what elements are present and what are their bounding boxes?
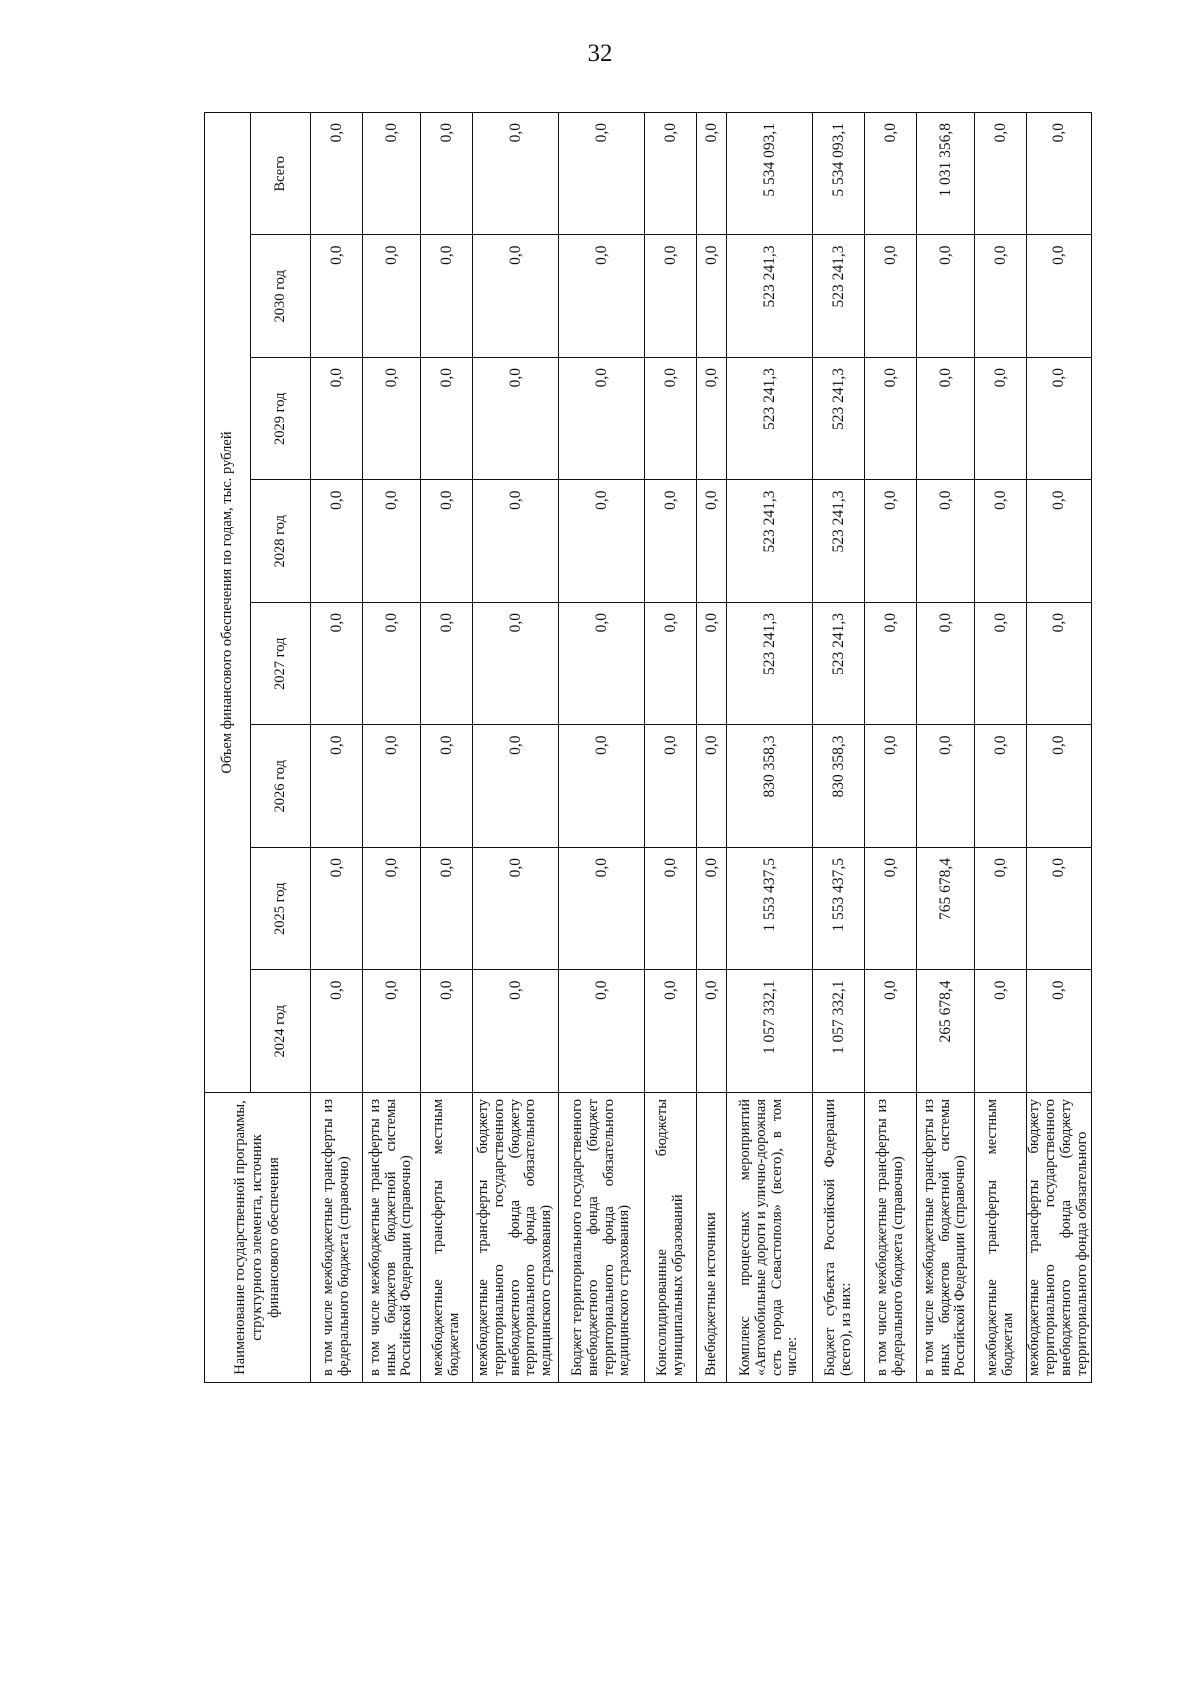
row-label: Комплекс процессных мероприятий «Автомобильные дороги и улично-дорожная сеть города Севастополя» (всего), в том числе: [727, 1093, 813, 1383]
row-value: 0,0 [559, 725, 645, 848]
row-label: в том числе межбюджетные трансферты из федерального бюджета (справочно) [311, 1093, 363, 1383]
header-year: 2025 год [251, 848, 311, 971]
row-value: 0,0 [697, 970, 727, 1093]
row-value: 0,0 [473, 480, 559, 603]
row-label: межбюджетные трансферты местным бюджетам [975, 1093, 1027, 1383]
header-total: Всего [251, 112, 311, 235]
row-value: 0,0 [1027, 970, 1092, 1093]
row-value: 1 057 332,1 [727, 970, 813, 1093]
row-value: 0,0 [917, 358, 975, 481]
row-value: 265 678,4 [917, 970, 975, 1093]
row-value: 0,0 [917, 603, 975, 726]
header-year: 2024 год [251, 970, 311, 1093]
row-value: 523 241,3 [727, 235, 813, 358]
row-value: 0,0 [645, 112, 697, 235]
table-row [645, 112, 697, 1382]
header-year: 2029 год [251, 358, 311, 481]
row-value: 0,0 [1027, 603, 1092, 726]
row-label: Бюджет субъекта Российской Федерации (всего), из них: [813, 1093, 865, 1383]
row-label: в том числе межбюджетные трансферты из иных бюджетов бюджетной системы Российской Федерации (справочно) [917, 1093, 975, 1383]
table-row [421, 112, 473, 1382]
rotated-table-wrapper [204, 113, 1090, 1383]
row-value: 0,0 [421, 848, 473, 971]
row-value: 0,0 [421, 358, 473, 481]
row-label: Бюджет территориального государственного внебюджетного фонда (бюджет территориального фонда обязательного медицинского страхования) [559, 1093, 645, 1383]
row-label: в том числе межбюджетные трансферты из федерального бюджета (справочно) [865, 1093, 917, 1383]
row-value: 0,0 [559, 358, 645, 481]
table-row [865, 112, 917, 1382]
row-value: 523 241,3 [727, 358, 813, 481]
row-value: 0,0 [473, 970, 559, 1093]
row-value: 0,0 [697, 848, 727, 971]
row-value: 0,0 [865, 848, 917, 971]
row-value: 0,0 [975, 970, 1027, 1093]
row-value: 0,0 [421, 235, 473, 358]
row-value: 0,0 [697, 725, 727, 848]
header-name: Наименование государственной программы, структурного элемента, источник финансового обеспечения [205, 1093, 311, 1383]
row-value: 0,0 [421, 112, 473, 235]
row-value: 0,0 [1027, 725, 1092, 848]
row-value: 830 358,3 [813, 725, 865, 848]
row-value: 0,0 [363, 358, 421, 481]
table-row [559, 112, 645, 1382]
header-year: 2030 год [251, 235, 311, 358]
row-value: 0,0 [697, 112, 727, 235]
row-value: 0,0 [865, 725, 917, 848]
table-row [727, 112, 813, 1382]
row-value: 0,0 [865, 112, 917, 235]
row-value: 5 534 093,1 [813, 112, 865, 235]
row-value: 765 678,4 [917, 848, 975, 971]
row-value: 0,0 [473, 848, 559, 971]
row-value: 0,0 [311, 848, 363, 971]
row-value: 0,0 [917, 725, 975, 848]
row-value: 0,0 [311, 725, 363, 848]
financing-table [204, 112, 1092, 1383]
row-value: 0,0 [311, 358, 363, 481]
row-label: в том числе межбюджетные трансферты из иных бюджетов бюджетной системы Российской Федерации (справочно) [363, 1093, 421, 1383]
row-value: 5 534 093,1 [727, 112, 813, 235]
row-value: 0,0 [559, 235, 645, 358]
row-label: Консолидированные бюджеты муниципальных образований [645, 1093, 697, 1383]
row-value: 0,0 [975, 480, 1027, 603]
row-value: 0,0 [645, 970, 697, 1093]
row-value: 0,0 [645, 848, 697, 971]
table-row [697, 112, 727, 1382]
header-volume: Объем финансового обеспечения по годам, тыс. рублей [205, 112, 251, 1092]
table-row [917, 112, 975, 1382]
row-label: межбюджетные трансферты бюджету территориального государственного внебюджетного фонда (бюджету территориального фонда обязательного медицинского страхования) [473, 1093, 559, 1383]
row-value: 0,0 [975, 848, 1027, 971]
row-value: 523 241,3 [813, 603, 865, 726]
row-value: 0,0 [975, 725, 1027, 848]
row-label: межбюджетные трансферты местным бюджетам [421, 1093, 473, 1383]
row-value: 0,0 [363, 112, 421, 235]
row-value: 0,0 [865, 358, 917, 481]
row-value: 0,0 [311, 970, 363, 1093]
header-year: 2028 год [251, 480, 311, 603]
row-value: 0,0 [697, 480, 727, 603]
row-value: 0,0 [975, 112, 1027, 235]
row-value: 523 241,3 [727, 480, 813, 603]
row-value: 0,0 [865, 480, 917, 603]
row-value: 0,0 [645, 603, 697, 726]
row-value: 0,0 [1027, 235, 1092, 358]
row-value: 0,0 [975, 358, 1027, 481]
row-value: 0,0 [697, 603, 727, 726]
table-row [1027, 112, 1092, 1382]
row-value: 523 241,3 [813, 480, 865, 603]
row-value: 0,0 [311, 480, 363, 603]
row-value: 830 358,3 [727, 725, 813, 848]
row-value: 0,0 [363, 848, 421, 971]
row-value: 0,0 [363, 480, 421, 603]
row-value: 0,0 [865, 603, 917, 726]
row-value: 0,0 [473, 725, 559, 848]
header-year: 2027 год [251, 603, 311, 726]
row-value: 0,0 [917, 235, 975, 358]
row-value: 0,0 [645, 725, 697, 848]
header-year: 2026 год [251, 725, 311, 848]
row-label: Внебюджетные источники [697, 1093, 727, 1383]
row-value: 1 057 332,1 [813, 970, 865, 1093]
row-value: 0,0 [473, 603, 559, 726]
row-value: 0,0 [697, 235, 727, 358]
row-value: 0,0 [421, 725, 473, 848]
row-value: 0,0 [473, 235, 559, 358]
table-body [311, 112, 1092, 1382]
row-value: 0,0 [559, 112, 645, 235]
row-value: 0,0 [473, 112, 559, 235]
table-row [473, 112, 559, 1382]
row-value: 0,0 [421, 970, 473, 1093]
row-value: 0,0 [645, 235, 697, 358]
row-value: 0,0 [645, 480, 697, 603]
row-value: 0,0 [363, 235, 421, 358]
row-label: межбюджетные трансферты бюджету территориального государственного внебюджетного фонда (бюджету территориального фонда обязательного [1027, 1093, 1092, 1383]
row-value: 0,0 [975, 235, 1027, 358]
row-value: 0,0 [559, 603, 645, 726]
row-value: 0,0 [1027, 480, 1092, 603]
row-value: 0,0 [421, 480, 473, 603]
row-value: 0,0 [421, 603, 473, 726]
row-value: 0,0 [1027, 848, 1092, 971]
row-value: 1 553 437,5 [727, 848, 813, 971]
row-value: 0,0 [363, 725, 421, 848]
table-row [363, 112, 421, 1382]
row-value: 0,0 [311, 603, 363, 726]
row-value: 1 031 356,8 [917, 112, 975, 235]
table-row [311, 112, 363, 1382]
row-value: 0,0 [1027, 358, 1092, 481]
row-value: 0,0 [559, 848, 645, 971]
row-value: 0,0 [559, 480, 645, 603]
table-row [813, 112, 865, 1382]
row-value: 0,0 [473, 358, 559, 481]
row-value: 523 241,3 [813, 235, 865, 358]
row-value: 0,0 [645, 358, 697, 481]
row-value: 0,0 [363, 603, 421, 726]
row-value: 0,0 [363, 970, 421, 1093]
row-value: 0,0 [311, 112, 363, 235]
page-number: 32 [587, 40, 613, 67]
row-value: 523 241,3 [727, 603, 813, 726]
row-value: 0,0 [975, 603, 1027, 726]
row-value: 0,0 [865, 970, 917, 1093]
row-value: 1 553 437,5 [813, 848, 865, 971]
row-value: 0,0 [917, 480, 975, 603]
row-value: 523 241,3 [813, 358, 865, 481]
table-row [975, 112, 1027, 1382]
row-value: 0,0 [559, 970, 645, 1093]
row-value: 0,0 [865, 235, 917, 358]
row-value: 0,0 [1027, 112, 1092, 235]
row-value: 0,0 [697, 358, 727, 481]
row-value: 0,0 [311, 235, 363, 358]
